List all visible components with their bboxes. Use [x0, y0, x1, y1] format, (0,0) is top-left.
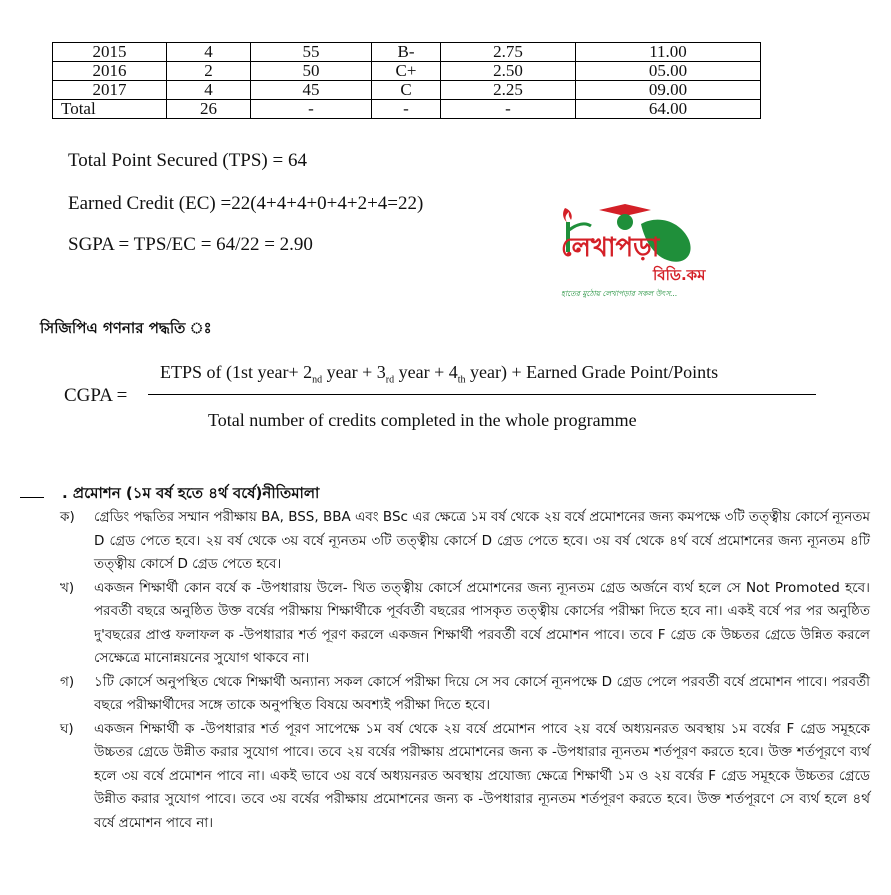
rule-text: একজন শিক্ষার্থী ক -উপধারার শর্ত পূরণ সাপেক্ষে ১ম বর্ষ থেকে ২য় বর্ষে প্রমোশন পাবে ২য় বর্ষে অধ্যয়নরত অবস্থায় ১ম বর্ষের F গ্রেড সমূহকে উচ্চতর গ্রেডে উন্নীত করার সুযোগ পাবে। তবে ২য় বর্ষের পরীক্ষায় প্রমোশনের জন্য ক -উপধারার ন্যূনতম শর্তপূরণ করতে হবে। উক্ত শর্তপূরণে ব্যর্থ হলে ৩য় বর্ষে প্রমোশন পাবে না। একই ভাবে ৩য় বর্ষে অধ্যয়নরত অবস্থায় প্রযোজ্য ক্ষেত্রে শিক্ষার্থী ১ম ও ২য় বর্ষের F গ্রেড সমূহকে উচ্চতর গ্রেডে উন্নীত করার সুযোগ পাবে। তবে ৩য় বর্ষের পরীক্ষায় প্রমোশনের জন্য ক -উপধারার ন্যূনতম শর্তপূরণ করতে হবে। উক্ত শর্তপূরণে সে ব্যর্থ হলে ৪র্থ বর্ষে প্রমোশন পাবে না। [94, 720, 870, 831]
cell-points: 09.00 [576, 81, 761, 100]
table-row [53, 62, 761, 81]
cell-marks: - [251, 100, 372, 119]
promotion-title: . প্রমোশন (১ম বর্ষ হতে ৪র্থ বর্ষে)নীতিমালা [62, 484, 320, 502]
rule-marker: খ) [60, 579, 75, 596]
cell-grade: - [372, 100, 441, 119]
cell-year: Total [53, 100, 167, 119]
cell-credit: 4 [167, 81, 251, 100]
promotion-rules [60, 506, 870, 835]
cell-grade: C [372, 81, 441, 100]
tps-formula: Total Point Secured (TPS) = 64 [68, 150, 307, 171]
cell-year: 2017 [53, 81, 167, 100]
grade-table [52, 42, 761, 119]
table-row [53, 81, 761, 100]
logo-tagline: হাতের মুঠোয় লেখাপড়ার সকল উৎস... [561, 289, 678, 298]
table-row [53, 43, 761, 62]
ordinal-suffix: nd [312, 374, 323, 386]
cell-marks: 45 [251, 81, 372, 100]
cell-gp: 2.25 [441, 81, 576, 100]
rule-item [60, 577, 870, 671]
rule-item [60, 718, 870, 836]
numerator-part: year) + Earned Grade Point/Points [465, 362, 719, 382]
rule-marker: ঘ) [60, 720, 74, 737]
rule-text: ১টি কোর্সে অনুপস্থিত থেকে শিক্ষার্থী অন্যান্য সকল কোর্সে পরীক্ষা দিয়ে সে সব কোর্সে ন্যূনপক্ষে D গ্রেড পেলে পরবর্তী বর্ষে প্রমোশন পাবে। পরবর্তী বছরে পরীক্ষার্থীদের সঙ্গে তাকে অনুপস্থিত বিষয়ে অবশ্যই পরীক্ষা দিতে হবে। [94, 673, 870, 713]
logo-title: লেখাপড়া [561, 233, 660, 263]
cell-grade: C+ [372, 62, 441, 81]
rule-text: গ্রেডিং পদ্ধতির সম্মান পরীক্ষায় BA, BSS, BBA এবং BSc এর ক্ষেত্রে ১ম বর্ষ থেকে ২য় বর্ষে প্রমোশনের জন্য কমপক্ষে ৩টি তত্ত্বীয় কোর্সে ন্যূনতম D গ্রেড পেতে হবে। ২য় বর্ষ থেকে ৩য় বর্ষে ন্যূনতম ৩টি তত্ত্বীয় কোর্সে D গ্রেড পেতে হবে। ৩য় বর্ষ থেকে ৪র্থ বর্ষে প্রমোশনের জন্য ন্যূনতম ৪টি তত্ত্বীয় কোর্সে D গ্রেড পেতে হবে। [94, 509, 870, 572]
logo-graphic [555, 200, 725, 298]
cell-year: 2015 [53, 43, 167, 62]
cell-year: 2016 [53, 62, 167, 81]
rule-marker: ক) [60, 509, 75, 525]
rule-text: একজন শিক্ষার্থী কোন বর্ষে ক -উপধারায় উলে- খিত তত্ত্বীয় কোর্সে প্রমোশনের জন্য ন্যূনতম গ্রেড অর্জনে ব্যর্থ হলে সে Not Promoted হবে। পরবর্তী বছরে অনুষ্ঠিত উক্ত বর্ষের পরীক্ষায় শিক্ষার্থীকে পূর্ববর্তী বছরের পাসকৃত তত্ত্বীয় কোর্সের পরীক্ষা দিতে হবে না। একই বর্ষে পর পর অনুষ্ঠিত দু'বছরের প্রাপ্ত ফলাফল ক -উপধারার শর্ত পূরণ করলে একজন শিক্ষার্থী পরবর্তী বর্ষে প্রমোশন পাবে। তবে F গ্রেড কে উচ্চতর গ্রেডে উন্নিত করলে সেক্ষেত্রে মানোন্নয়নের সুযোগ থাকবে না। [94, 579, 870, 666]
numerator-part: ETPS of (1st year+ 2 [160, 362, 313, 382]
ordinal-suffix: th [457, 374, 466, 386]
cgpa-denominator: Total number of credits completed in the whole programme [208, 410, 637, 430]
logo-domain: বিডি.কম [653, 266, 706, 284]
cell-gp: 2.75 [441, 43, 576, 62]
rule-item [60, 506, 870, 577]
cgpa-numerator [160, 362, 718, 386]
cell-credit: 2 [167, 62, 251, 81]
cell-gp: - [441, 100, 576, 119]
cell-points: 11.00 [576, 43, 761, 62]
table-row-total [53, 100, 761, 119]
cell-grade: B- [372, 43, 441, 62]
cgpa-heading: সিজিপিএ গণনার পদ্ধতি ঃ [40, 319, 212, 337]
cell-marks: 55 [251, 43, 372, 62]
rule-marker: গ) [60, 673, 75, 690]
ec-formula: Earned Credit (EC) =22(4+4+4+0+4+2+4=22) [68, 193, 424, 214]
margin-dash [20, 497, 44, 498]
cgpa-label: CGPA = [64, 385, 128, 406]
cell-gp: 2.50 [441, 62, 576, 81]
cell-points: 64.00 [576, 100, 761, 119]
numerator-part: year + 3 [322, 362, 386, 382]
cell-points: 05.00 [576, 62, 761, 81]
cell-marks: 50 [251, 62, 372, 81]
numerator-part: year + 4 [394, 362, 458, 382]
cell-credit: 26 [167, 100, 251, 119]
ordinal-suffix: rd [385, 374, 395, 386]
fraction-bar [148, 394, 816, 395]
lekhapora-logo [555, 200, 725, 298]
cell-credit: 4 [167, 43, 251, 62]
rule-item [60, 671, 870, 718]
sgpa-formula: SGPA = TPS/EC = 64/22 = 2.90 [68, 234, 313, 255]
